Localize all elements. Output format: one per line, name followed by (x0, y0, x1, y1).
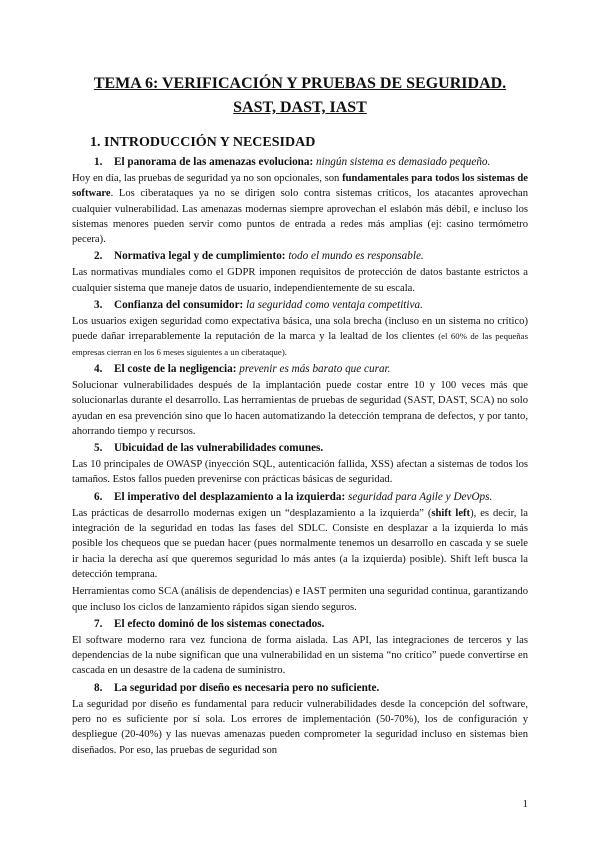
subheading-8: 8. La seguridad por diseño es necesaria pero no suficiente. (94, 681, 380, 694)
subheading-7: 7. El efecto dominó de los sistemas conectados. (94, 617, 325, 630)
section-heading (90, 134, 528, 152)
subheading-1: 1. El panorama de las amenazas evoluciona: ningún sistema es demasiado pequeño. (94, 156, 491, 168)
paragraph-1: Hoy en día, las pruebas de seguridad ya no son opcionales, son fundamentales para todos los sistemas de software. Los ciberataques ya no se dirigen solo contra sistemas críticos, los atacantes aprovechan cualquier vulnerabilidad. Las amenazas modernas siempre aprovechan el eslabón más débil, e incluso los sistemas menores pueden servir como puntos de entrada a redes más amplias (ej: casino termómetro pecera). (72, 173, 528, 246)
paragraph-4: Solucionar vulnerabilidades después de la implantación puede costar entre 10 y 100 veces más que solucionarlas durante el desarrollo. Las herramientas de pruebas de seguridad (SAST, DAST, SCA) no solo ayudan en esa prevención sino que lo hacen automatizando la detección temprana de defectos, y por tanto, ahorrando tiempo y recursos. (72, 379, 528, 437)
section-label: INTRODUCCIÓN Y NECESIDAD (104, 135, 316, 150)
paragraph-8: La seguridad por diseño es fundamental para reducir vulnerabilidades desde la concepción del software, pero no es suficiente por sí sola. Los errores de implementación (50-70%), los de configuración y despliegue (20-40%) y las nuevas amenazas pueden comprometer la seguridad incluso en sistemas bien diseñados. Por eso, las pruebas de seguridad son (72, 698, 528, 756)
section-number: 1. (90, 135, 101, 150)
document-page (72, 72, 528, 760)
subheading-5: 5. Ubicuidad de las vulnerabilidades comunes. (94, 442, 324, 455)
subheading-4: 4. El coste de la negligencia: prevenir es más barato que curar. (94, 362, 391, 375)
paragraph-6: Las prácticas de desarrollo modernas exigen un “desplazamiento a la izquierda” (shift left), es decir, la integración de la seguridad en todas las fases del SDLC. Consiste en desplazar a la izquierda lo más posible los chequeos que se puedan hacer (pues normalmente tenemos un desarrollo en cascada y se suele ir hacia la derecha así que queremos seguridad lo más antes (a la izquierda) posible). Shift left busca la detección temprana. (72, 507, 528, 580)
subheading-2: 2. Normativa legal y de cumplimiento: todo el mundo es responsable. (94, 250, 424, 263)
paragraph-2: Las normativas mundiales como el GDPR imponen requisitos de protección de datos bastante estrictos a cualquier sistema que maneje datos de usuario, independientemente de su escala. (72, 267, 528, 294)
subheading-3: 3. Confianza del consumidor: la seguridad como ventaja competitiva. (94, 299, 423, 312)
paragraph-5: Las 10 principales de OWASP (inyección SQL, autenticación fallida, XSS) afectan a sistemas de todos los tamaños. Estos fallos pueden prevenirse con prácticas básicas de seguridad. (72, 459, 528, 486)
page-number: 1 (522, 798, 528, 810)
paragraph-3: Los usuarios exigen seguridad como expectativa básica, una sola brecha (incluso en un sistema no crítico) puede dañar irreparablemente la reputación de la marca y la lealtad de los clientes (el 60% de las pequeñas empresas cierran en los 6 meses siguientes a un ciberataque). (72, 316, 528, 357)
paragraph-7: El software moderno rara vez funciona de forma aislada. Las API, las integraciones de terceros y las dependencias de la nube significan que una vulnerabilidad en un sistema “no crítico” puede convertirse en cascada en un desastre de la cadena de suministro. (72, 634, 528, 677)
subheading-6: 6. El imperativo del desplazamiento a la izquierda: seguridad para Agile y DevOps. (94, 490, 493, 503)
document-title: TEMA 6: VERIFICACIÓN Y PRUEBAS DE SEGURIDAD. SAST, DAST, IAST (93, 75, 507, 116)
paragraph-6b: Herramientas como SCA (análisis de dependencias) e IAST permiten una seguridad continua, garantizando que incluso los ciclos de lanzamiento rápidos sigan siendo seguros. (72, 586, 528, 613)
